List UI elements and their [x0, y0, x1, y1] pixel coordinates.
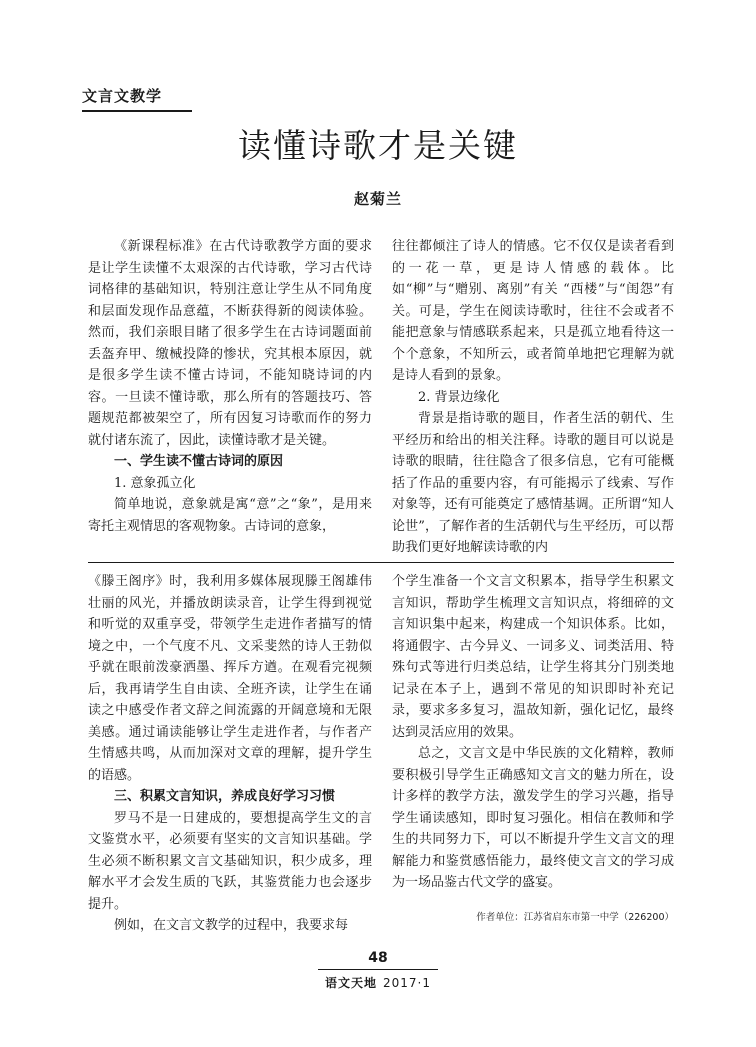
column-divider — [88, 562, 674, 563]
column-bottom-left — [88, 571, 372, 933]
column-top-right — [392, 236, 674, 558]
journal-name: 语文天地 — [324, 976, 377, 990]
paragraph: 个学生准备一个文言文积累本，指导学生积累文言知识，帮助学生梳理文言知识点，将细碎的文言知识集中起来，构建成一个知识体系。比如，将通假字、古今异义、一词多义、词类活用、特殊句式等进行归类总结，让学生将其分门别类地记录在本子上，遇到不常见的知识即时补充记录，要求多多复习，温故知新，强化记忆，最终达到灵活应用的效果。 — [392, 574, 674, 740]
author-affiliation: 作者单位：江苏省启东市第一中学（226200） — [476, 912, 674, 923]
journal-issue: 2017·1 — [383, 976, 431, 990]
author-name: 赵菊兰 — [353, 190, 402, 208]
column-top-left — [88, 236, 372, 558]
column-bottom-right — [392, 571, 674, 890]
paragraph: 《新课程标准》在古代诗歌教学方面的要求是让学生读懂不太艰深的古代诗歌，学习古代诗词格律的基础知识，特别注意让学生从不同角度和层面发现作品意蕴，不断获得新的阅读体验。然而，我们亲眼目睹了很多学生在古诗词题面前丢盔弃甲、缴械投降的惨状，究其根本原因，就是很多学生读不懂古诗词，不能知晓诗词的内容。一旦读不懂诗歌，那么所有的答题技巧、答题规范都被架空了，所有因复习诗歌而作的努力就付诸东流了，因此，读懂诗歌才是关键。 — [88, 239, 372, 448]
section-heading: 三、积累文言知识，养成良好学习习惯 — [114, 789, 336, 804]
section-tag: 文言文教学 — [82, 85, 192, 112]
journal-footer — [0, 974, 756, 991]
paragraph: 背景是指诗歌的题目，作者生活的朝代、生平经历和给出的相关注释。诗歌的题目可以说是诗歌的眼睛，往往隐含了很多信息，它有可能概括了作品的重要内容，有可能揭示了线索、写作对象等，还有可能奠定了感情基调。正所谓“知人论世”，了解作者的生活朝代与生平经历，可以帮助我们更好地解读诗歌的内 — [392, 411, 674, 555]
article-title: 读懂诗歌才是关键 — [238, 126, 518, 165]
paragraph: 例如，在文言文教学的过程中，我要求每 — [114, 918, 349, 933]
paragraph: 简单地说，意象就是寓“意”之“象”，是用来寄托主观情思的客观物象。古诗词的意象， — [88, 497, 372, 534]
paragraph: 罗马不是一日建成的，要想提高学生文的言文鉴赏水平，必须要有坚实的文言知识基础。学生必须不断积累文言文基础知识，积少成多，理解水平才会发生质的飞跃，其鉴赏能力也会逐步提升。 — [88, 810, 372, 912]
paragraph: 总之，文言文是中华民族的文化精粹，教师要积极引导学生正确感知文言文的魅力所在，设计多样的教学方法，激发学生的学习兴趣，指导学生诵读感知，即时复习强化。相信在教师和学生的共同努力下，可以不断提升学生文言文的理解能力和鉴赏感悟能力，最终使文言文的学习成为一场品鉴古代文学的盛宴。 — [392, 746, 674, 890]
section-heading: 一、学生读不懂古诗词的原因 — [114, 454, 284, 469]
paragraph: 往往都倾注了诗人的情感。它不仅仅是读者看到的一花一草，更是诗人情感的载体。比如“柳”与“赠别、离别”有关 “西楼”与“闺怨”有关。可是，学生在阅读诗歌时，往往不会或者不能把意象与情感联系起来，只是孤立地看待这一个个意象，不知所云，或者简单地把它理解为就是诗人看到的景象。 — [392, 239, 674, 383]
footer-rule — [318, 969, 438, 970]
page-number: 48 — [368, 950, 388, 966]
paragraph: 《滕王阁序》时，我利用多媒体展现滕王阁雄伟壮丽的风光，并播放朗读录音，让学生得到视觉和听觉的双重享受，带领学生走进作者描写的情境之中，一个气度不凡、文采斐然的诗人王勃似乎就在眼前泼豪洒墨、挥斥方遒。在观看完视频后，我再请学生自由读、全班齐读，让学生在诵读之中感受作者文辞之间流露的开阔意境和无限美感。通过诵读能够让学生走进作者，与作者产生情感共鸣，从而加深对文章的理解，提升学生的语感。 — [88, 574, 372, 783]
subheading: 2. 背景边缘化 — [418, 389, 500, 405]
subheading: 1. 意象孤立化 — [114, 475, 196, 491]
